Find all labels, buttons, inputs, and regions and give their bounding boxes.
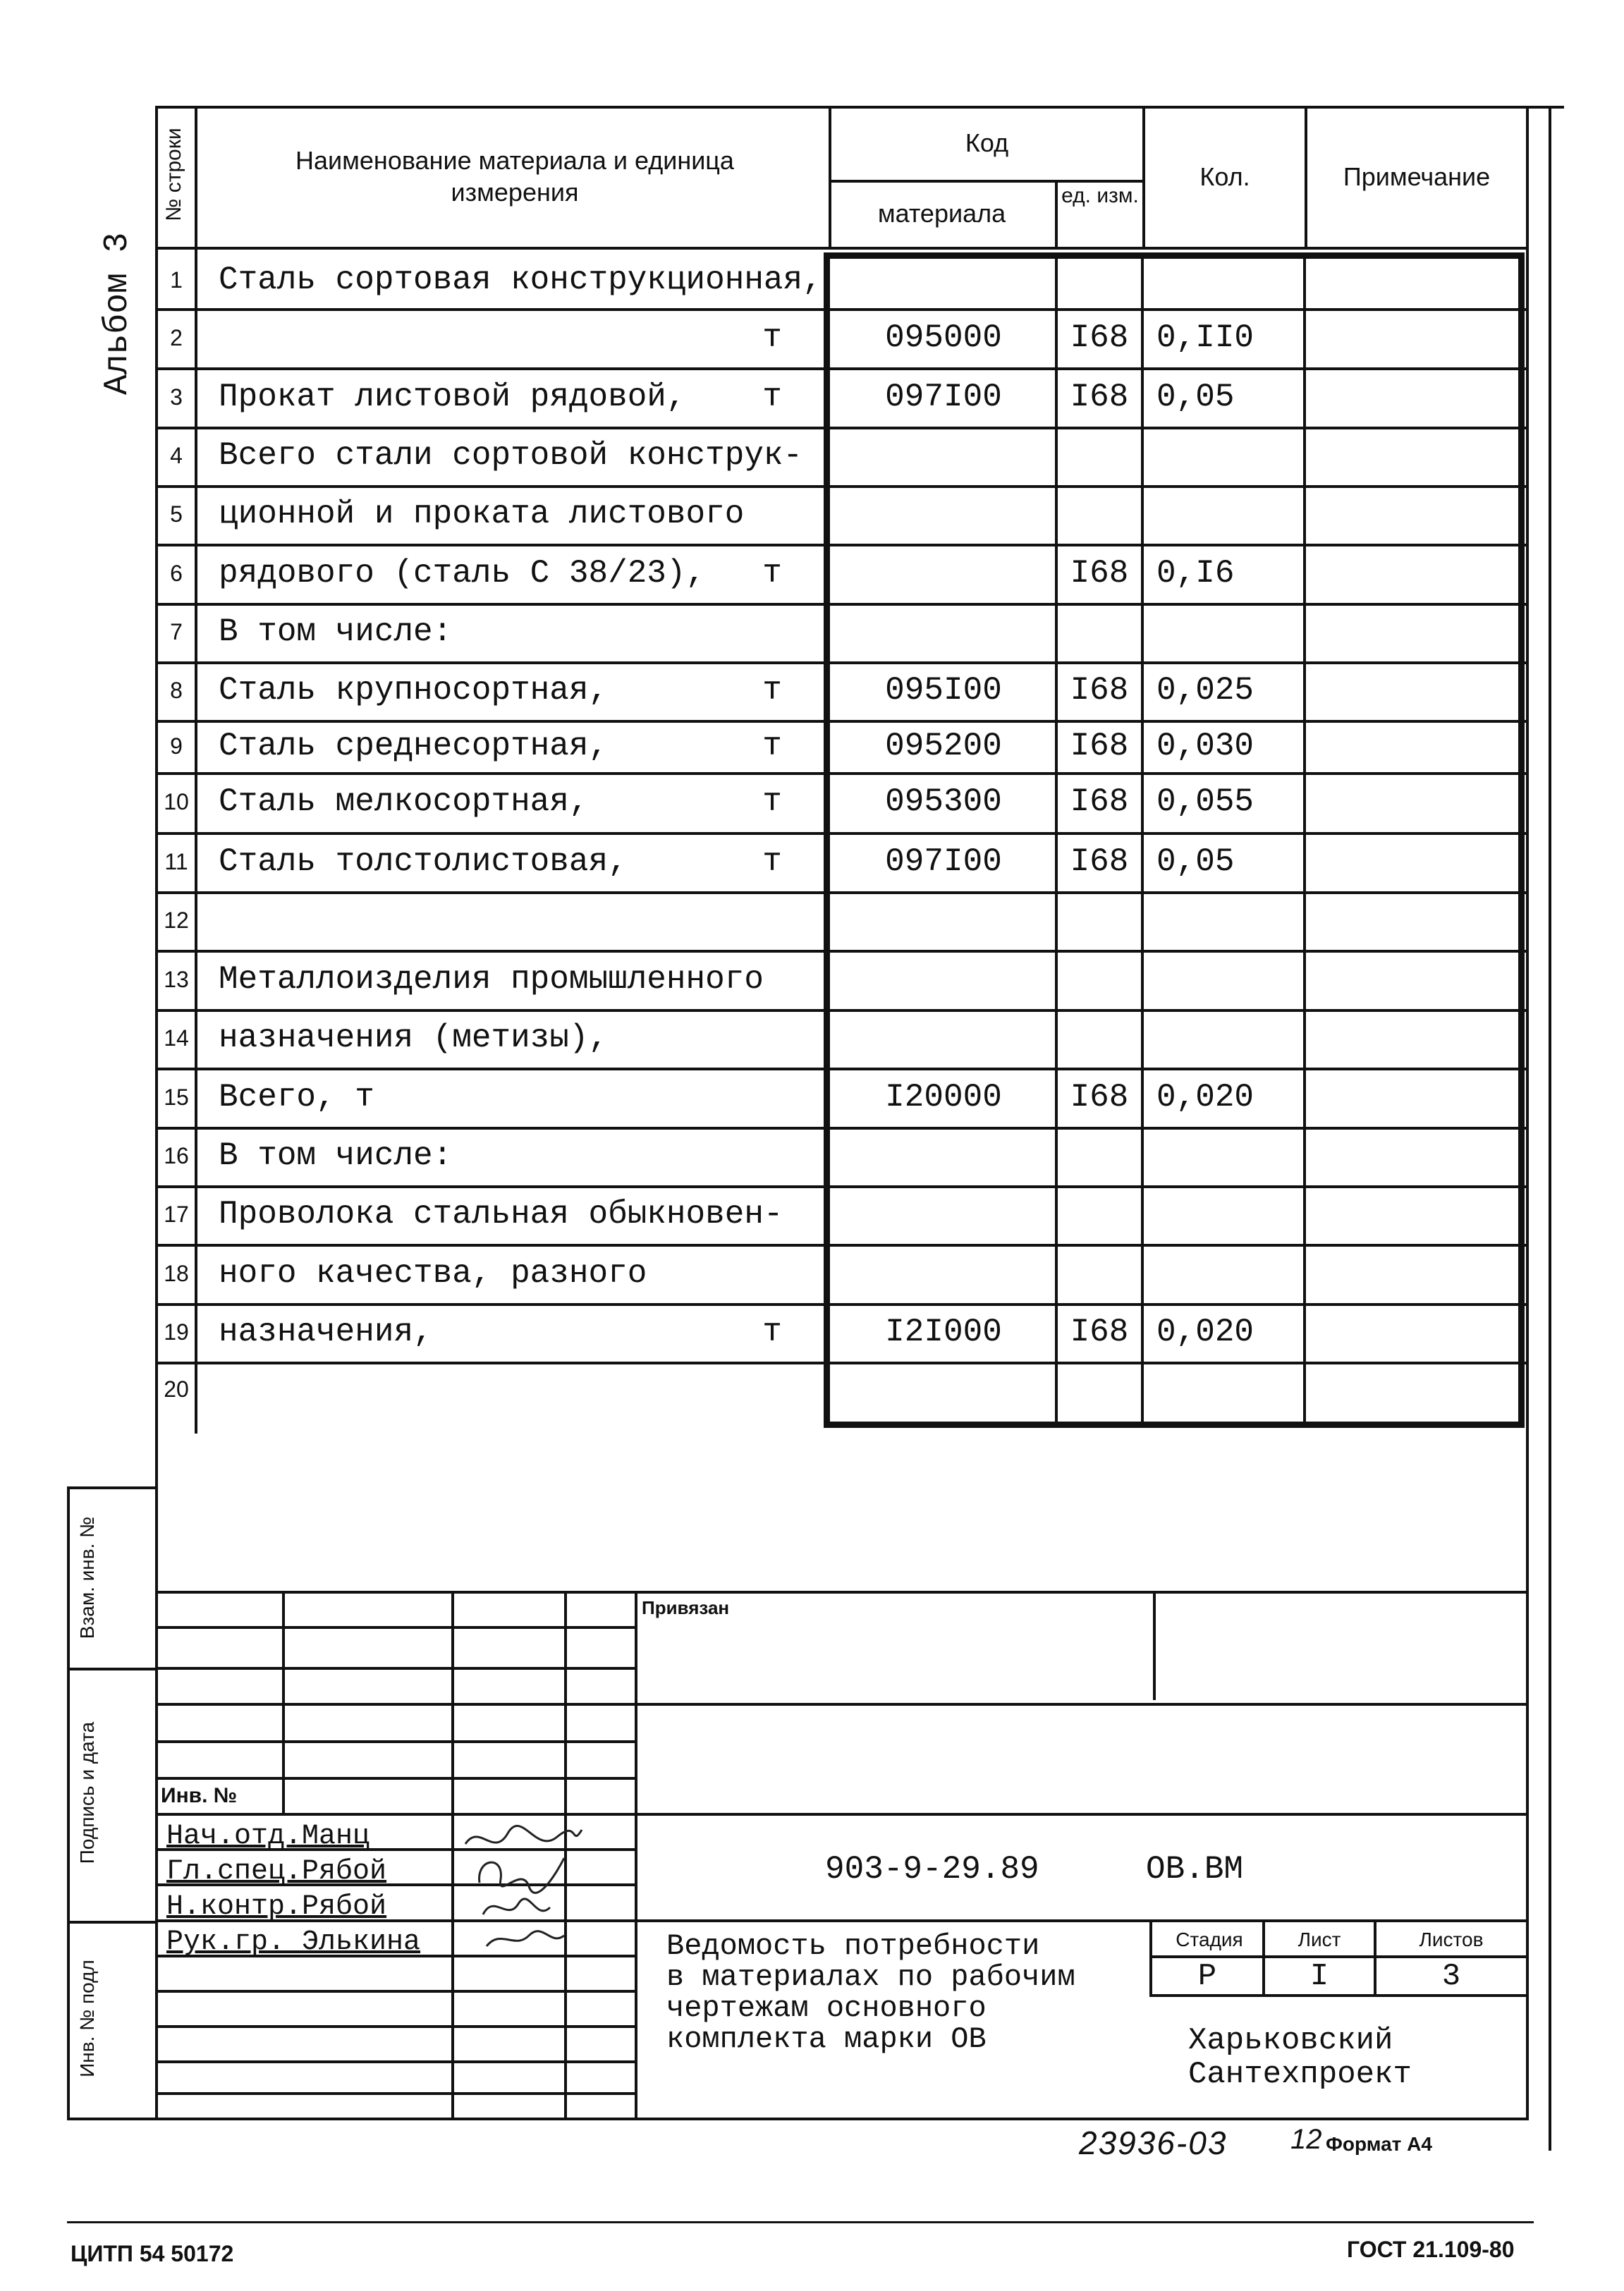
doc-title-line: Ведомость потребности	[666, 1929, 1040, 1963]
label-vzam-inv: Взам. инв. №	[76, 1516, 98, 1639]
row-note	[1307, 1068, 1519, 1127]
col-line-num	[195, 106, 197, 1434]
row-note	[1307, 1185, 1519, 1244]
row-number: 20	[164, 1376, 189, 1402]
row-note	[1307, 1244, 1519, 1303]
row-unit	[747, 1244, 797, 1303]
stamp-row-line	[155, 1990, 635, 1993]
row-unit	[747, 950, 797, 1009]
row-material-code	[832, 950, 1055, 1009]
row-quantity	[1156, 1244, 1303, 1303]
row-material-code: 095200	[885, 728, 1002, 764]
row-number: 16	[164, 1143, 189, 1168]
row-unit-code	[1058, 603, 1141, 661]
stamp-strip-sep1	[67, 1668, 158, 1670]
row-quantity	[1156, 1185, 1303, 1244]
row-material-code	[832, 252, 1055, 308]
header-note: Примечание	[1343, 162, 1491, 191]
row-name: Прокат листовой рядовой,	[219, 379, 686, 415]
stamp-row-line	[155, 2060, 635, 2063]
label-podpis-data: Подпись и дата	[76, 1721, 98, 1864]
row-name: Сталь мелкосортная,	[219, 783, 589, 820]
row-quantity: 0,020	[1156, 1079, 1254, 1116]
row-note	[1307, 832, 1519, 891]
row-unit	[747, 427, 797, 485]
row-unit	[747, 252, 797, 308]
row-quantity	[1156, 1362, 1303, 1417]
row-name: ционной и проката листового	[219, 496, 745, 532]
header-qty: Кол.	[1199, 162, 1250, 191]
stamp-mid-vline	[635, 1591, 637, 2119]
row-quantity: 0,055	[1156, 783, 1254, 820]
row-note	[1307, 720, 1519, 772]
row-unit-code	[1058, 950, 1141, 1009]
row-name: Металлоизделия промышленного	[219, 961, 764, 998]
row-material-code	[832, 427, 1055, 485]
header-row-no: № строки	[162, 128, 185, 221]
row-name: Всего, т	[219, 1079, 374, 1116]
row-name: рядового (сталь С 38/23),	[219, 555, 706, 592]
row-unit-code: I68	[1070, 1079, 1129, 1116]
row-quantity	[1156, 950, 1303, 1009]
row-unit: т	[762, 728, 782, 764]
sheet-value: I	[1309, 1959, 1329, 1994]
stamp-row-line	[155, 2092, 635, 2095]
row-material-code: 095I00	[885, 672, 1002, 709]
row-unit	[747, 485, 797, 544]
row-number: 11	[164, 849, 188, 874]
stage-table-bottom-line	[1149, 1994, 1529, 1997]
organization	[1188, 2024, 1412, 2091]
sheets-value: 3	[1441, 1959, 1461, 1994]
row-note	[1307, 544, 1519, 603]
row-note	[1307, 772, 1519, 832]
frame-bottom-line	[67, 2118, 1529, 2120]
row-note	[1307, 1127, 1519, 1185]
row-name: Сталь толстолистовая,	[219, 843, 628, 880]
row-unit-code	[1058, 1244, 1141, 1303]
stamp-strip-top	[67, 1486, 158, 1489]
sheet-label: Лист	[1298, 1929, 1341, 1950]
row-name: Сталь крупносортная,	[219, 672, 609, 709]
row-note	[1307, 252, 1519, 308]
frame-right-line	[1526, 106, 1529, 2120]
row-material-code	[832, 485, 1055, 544]
row-material-code	[832, 1362, 1055, 1417]
row-unit-code: I68	[1070, 1314, 1129, 1350]
row-note	[1307, 950, 1519, 1009]
row-material-code	[832, 1127, 1055, 1185]
row-unit-code	[1058, 252, 1141, 308]
stamp-row-line	[155, 1703, 1529, 1706]
row-name: назначения,	[219, 1314, 433, 1350]
row-unit-code: I68	[1070, 379, 1129, 415]
privyazan-label: Привязан	[642, 1597, 730, 1618]
doc-title-line: чертежам основного	[666, 1991, 987, 2025]
row-number: 17	[164, 1202, 189, 1227]
row-material-code: I20000	[885, 1079, 1002, 1116]
footer-right: ГОСТ 21.109-80	[1347, 2237, 1515, 2262]
row-number: 15	[164, 1085, 189, 1110]
row-note	[1307, 603, 1519, 661]
row-number: 13	[164, 967, 189, 992]
sheets-label: Листов	[1419, 1929, 1484, 1950]
row-name: В том числе:	[219, 1137, 453, 1174]
row-name: Проволока стальная обыкновен-	[219, 1196, 783, 1233]
header-code-unit: ед. изм.	[1061, 184, 1139, 207]
handwritten-page: 12	[1290, 2124, 1322, 2155]
row-unit: т	[762, 379, 782, 415]
row-name	[219, 1362, 783, 1417]
row-unit	[747, 1009, 797, 1068]
row-name	[219, 308, 783, 367]
row-quantity: 0,I6	[1156, 555, 1235, 592]
stamp-row-line	[155, 1740, 635, 1743]
handwritten-number: 23936-03	[1079, 2125, 1228, 2161]
footer-left: ЦИТП 54 50172	[71, 2241, 234, 2266]
row-quantity: 0,05	[1156, 843, 1235, 880]
row-quantity	[1156, 1127, 1303, 1185]
row-quantity	[1156, 427, 1303, 485]
row-note	[1307, 1303, 1519, 1362]
row-material-code: 097I00	[885, 379, 1002, 415]
header-bottom-line	[155, 247, 1529, 250]
row-unit-code	[1058, 1127, 1141, 1185]
stamp-row-line	[155, 1777, 635, 1780]
row-unit-code	[1058, 1362, 1141, 1417]
row-material-code	[832, 1244, 1055, 1303]
stamp-row-line	[155, 1667, 635, 1670]
row-quantity: 0,II0	[1156, 319, 1254, 356]
doc-mark: ОВ.ВМ	[1146, 1851, 1244, 1888]
row-note	[1307, 1362, 1519, 1417]
row-material-code	[832, 1009, 1055, 1068]
row-unit	[747, 1362, 797, 1417]
row-unit-code	[1058, 1185, 1141, 1244]
row-unit: т	[762, 319, 782, 356]
row-unit	[747, 1127, 797, 1185]
row-material-code: 095300	[885, 783, 1002, 820]
organization-line: Харьковский	[1188, 2023, 1393, 2058]
row-quantity: 0,05	[1156, 379, 1235, 415]
row-note	[1307, 1009, 1519, 1068]
row-name: ного качества, разного	[219, 1255, 647, 1292]
row-material-code: I2I000	[885, 1314, 1002, 1350]
stage-label: Стадия	[1176, 1929, 1243, 1950]
row-unit: т	[762, 783, 782, 820]
row-number: 5	[170, 501, 183, 527]
signer-3: Н.контр.Рябой	[166, 1891, 387, 1923]
header-code-material: материала	[877, 199, 1006, 228]
doc-title-line: в материалах по рабочим	[666, 1960, 1075, 1994]
row-name: Сталь среднесортная,	[219, 728, 609, 764]
row-material-code: 097I00	[885, 843, 1002, 880]
row-unit-code	[1058, 427, 1141, 485]
stage-table-mid-line	[1149, 1955, 1529, 1958]
row-quantity	[1156, 485, 1303, 544]
row-number: 7	[170, 619, 183, 644]
row-number: 8	[170, 678, 183, 703]
doc-title	[666, 1931, 1075, 2055]
row-unit: т	[762, 1314, 782, 1350]
row-note	[1307, 891, 1519, 950]
format-label: Формат А4	[1326, 2133, 1432, 2155]
signatures-graphic	[451, 1816, 585, 1957]
stage-value: Р	[1197, 1959, 1217, 1994]
stamp-row-line	[155, 2025, 635, 2028]
row-unit	[747, 1068, 797, 1127]
row-unit: т	[762, 555, 782, 592]
stamp-top-line	[155, 1591, 1529, 1594]
row-quantity	[1156, 891, 1303, 950]
row-quantity: 0,030	[1156, 728, 1254, 764]
row-number: 6	[170, 561, 183, 586]
footer-line	[67, 2221, 1534, 2223]
row-note	[1307, 661, 1519, 720]
row-unit-code: I68	[1070, 672, 1129, 709]
row-unit-code: I68	[1070, 728, 1129, 764]
row-number: 14	[164, 1025, 189, 1051]
row-unit-code: I68	[1070, 783, 1129, 820]
signer-4: Рук.гр. Элькина	[166, 1926, 421, 1958]
row-unit-code: I68	[1070, 555, 1129, 592]
frame-top-line	[155, 106, 1564, 109]
stamp-privyazan-split	[1153, 1591, 1156, 1700]
doc-code: 903-9-29.89	[825, 1851, 1039, 1888]
row-unit-code: I68	[1070, 843, 1129, 880]
row-unit	[747, 891, 797, 950]
header-name: Наименование материала и единица измерения	[295, 146, 734, 207]
row-number: 4	[170, 443, 183, 468]
row-number: 18	[164, 1261, 189, 1286]
row-name: Сталь сортовая конструкционная,	[219, 262, 822, 298]
row-name	[219, 891, 783, 950]
row-number: 10	[164, 789, 189, 814]
frame-far-right-line	[1549, 106, 1551, 2151]
row-number: 9	[170, 733, 183, 759]
stamp-left-strip-line	[67, 1486, 70, 2119]
row-number: 1	[170, 267, 183, 293]
row-quantity: 0,025	[1156, 672, 1254, 709]
stamp-strip-sep2	[67, 1921, 158, 1924]
label-inv-podl: Инв. № подл	[76, 1960, 98, 2077]
row-quantity	[1156, 1009, 1303, 1068]
row-unit-code: I68	[1070, 319, 1129, 356]
row-note	[1307, 485, 1519, 544]
doc-title-line: комплекта марки ОВ	[666, 2022, 987, 2056]
signer-1: Нач.отд.Манц	[166, 1821, 370, 1852]
inv-no-label: Инв. №	[161, 1784, 238, 1807]
row-material-code: 095000	[885, 319, 1002, 356]
row-unit-code	[1058, 1009, 1141, 1068]
row-name: В том числе:	[219, 613, 453, 650]
row-number: 2	[170, 325, 183, 350]
row-material-code	[832, 603, 1055, 661]
row-unit-code	[1058, 485, 1141, 544]
stamp-row-line	[155, 1813, 1529, 1816]
row-unit: т	[762, 672, 782, 709]
row-name: Всего стали сортовой конструк-	[219, 437, 803, 474]
signer-2: Гл.спец.Рябой	[166, 1856, 387, 1888]
header-code: Код	[965, 128, 1009, 157]
row-material-code	[832, 891, 1055, 950]
row-unit: т	[762, 843, 782, 880]
header-code-split-line	[829, 180, 1145, 183]
row-unit-code	[1058, 891, 1141, 950]
row-quantity: 0,020	[1156, 1314, 1254, 1350]
row-material-code	[832, 544, 1055, 603]
row-unit	[747, 603, 797, 661]
row-quantity	[1156, 252, 1303, 308]
row-note	[1307, 308, 1519, 367]
row-name: назначения (метизы),	[219, 1020, 609, 1056]
organization-line: Сантехпроект	[1188, 2057, 1412, 2092]
row-material-code	[832, 1185, 1055, 1244]
row-number: 12	[164, 908, 189, 933]
album-label: Альбом 3	[99, 232, 137, 395]
row-quantity	[1156, 603, 1303, 661]
row-note	[1307, 427, 1519, 485]
row-unit	[747, 1185, 797, 1244]
row-number: 3	[170, 384, 183, 410]
row-number: 19	[164, 1319, 189, 1345]
stamp-row-line	[155, 1626, 635, 1629]
row-note	[1307, 367, 1519, 427]
